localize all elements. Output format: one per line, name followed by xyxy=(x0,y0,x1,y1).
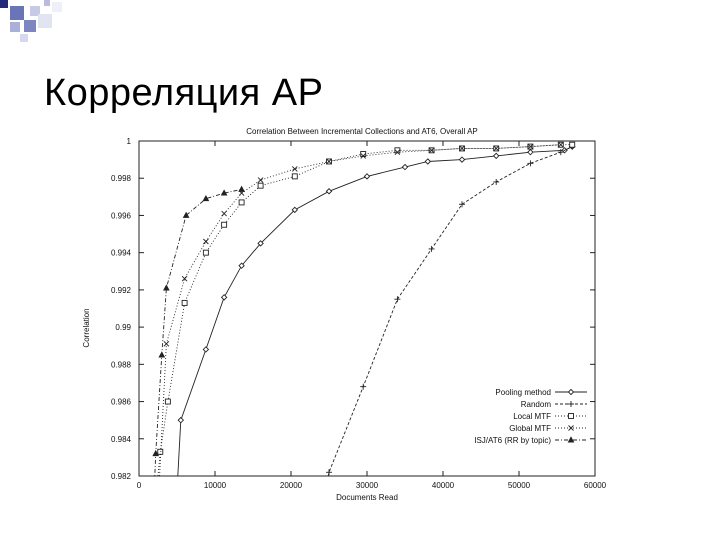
data-point xyxy=(222,222,227,227)
data-point xyxy=(528,150,533,155)
legend-label: ISJ/AT6 (RR by topic) xyxy=(474,436,551,445)
square-marker xyxy=(182,300,187,305)
deco-square xyxy=(20,34,28,42)
square-marker xyxy=(165,399,170,404)
data-point xyxy=(222,211,227,216)
data-point xyxy=(164,285,169,290)
data-point xyxy=(360,384,366,390)
data-point xyxy=(222,295,227,300)
square-marker xyxy=(292,174,297,179)
y-tick-label: 0.992 xyxy=(110,285,131,295)
data-point xyxy=(239,200,244,205)
diamond-marker xyxy=(178,418,183,423)
series-line xyxy=(154,189,241,491)
x-tick-label: 40000 xyxy=(431,481,455,490)
diamond-marker xyxy=(494,153,499,158)
y-tick-label: 0.982 xyxy=(110,472,131,481)
x-tick-label: 10000 xyxy=(203,481,227,490)
data-point xyxy=(158,449,163,454)
data-point xyxy=(425,159,430,164)
data-point xyxy=(326,189,331,194)
data-point xyxy=(364,174,369,179)
diamond-marker xyxy=(528,150,533,155)
data-point xyxy=(394,296,400,302)
data-point xyxy=(258,178,263,183)
data-point xyxy=(568,437,573,442)
x-tick-label: 0 xyxy=(136,481,142,490)
deco-square xyxy=(0,0,8,8)
data-point xyxy=(182,300,187,305)
x-tick-label: 50000 xyxy=(507,481,531,490)
slide-decoration xyxy=(0,0,720,48)
y-tick-label: 1 xyxy=(126,137,131,146)
deco-square xyxy=(10,6,24,20)
diamond-marker xyxy=(425,159,430,164)
data-point xyxy=(182,276,187,281)
data-point xyxy=(159,352,164,357)
data-point xyxy=(326,469,332,475)
deco-square xyxy=(10,22,20,32)
legend-label: Pooling method xyxy=(495,388,551,397)
legend-label: Local MTF xyxy=(513,412,551,421)
data-point xyxy=(239,187,244,192)
data-point xyxy=(527,160,533,166)
data-point xyxy=(178,418,183,423)
square-marker xyxy=(239,200,244,205)
data-point xyxy=(402,164,407,169)
x-tick-label: 30000 xyxy=(355,481,379,490)
diamond-marker xyxy=(568,389,573,394)
data-point xyxy=(258,183,263,188)
diamond-marker xyxy=(364,174,369,179)
data-point xyxy=(494,153,499,158)
square-marker xyxy=(203,250,208,255)
y-tick-label: 0.99 xyxy=(115,323,131,333)
square-marker xyxy=(569,414,574,419)
data-point xyxy=(568,389,573,394)
data-point xyxy=(292,174,297,179)
data-point xyxy=(459,201,465,207)
data-point xyxy=(164,341,169,346)
data-point xyxy=(203,239,208,244)
diamond-marker xyxy=(326,189,331,194)
diamond-marker xyxy=(222,295,227,300)
data-point xyxy=(493,179,499,185)
y-tick-label: 0.996 xyxy=(110,211,131,221)
deco-square xyxy=(52,2,62,12)
y-tick-label: 0.998 xyxy=(110,174,131,184)
series-5 xyxy=(153,187,244,491)
legend-item xyxy=(509,424,587,433)
triangle-marker xyxy=(159,352,164,357)
deco-square xyxy=(38,14,52,28)
data-point xyxy=(203,250,208,255)
deco-square xyxy=(44,0,50,6)
data-point xyxy=(569,426,574,431)
legend-item xyxy=(513,412,587,421)
triangle-marker xyxy=(239,187,244,192)
data-point xyxy=(570,142,575,147)
slide-title: Корреляция AP xyxy=(44,72,324,114)
legend-item xyxy=(521,400,587,409)
y-tick-label: 0.986 xyxy=(110,397,131,407)
diamond-marker xyxy=(203,347,208,352)
data-point xyxy=(429,246,435,252)
data-point xyxy=(568,401,574,407)
chart-title: Correlation Between Incremental Collections and AT6, Overall AP xyxy=(246,127,478,136)
legend xyxy=(474,388,587,445)
y-tick-label: 0.994 xyxy=(110,248,131,258)
square-marker xyxy=(570,142,575,147)
square-marker xyxy=(158,449,163,454)
y-axis-label: Correlation xyxy=(82,308,91,348)
legend-item xyxy=(474,436,587,445)
legend-label: Random xyxy=(520,400,551,409)
y-tick-label: 0.988 xyxy=(110,360,131,370)
triangle-marker xyxy=(568,437,573,442)
y-tick-label: 0.984 xyxy=(110,434,131,444)
legend-label: Global MTF xyxy=(509,424,551,433)
correlation-chart xyxy=(80,118,620,510)
x-tick-label: 60000 xyxy=(583,481,607,490)
deco-square xyxy=(24,20,36,32)
data-point xyxy=(165,399,170,404)
data-point xyxy=(569,414,574,419)
legend-item xyxy=(495,388,587,397)
data-point xyxy=(203,347,208,352)
square-marker xyxy=(222,222,227,227)
square-marker xyxy=(258,183,263,188)
x-tick-label: 20000 xyxy=(279,481,303,490)
x-axis-label: Documents Read xyxy=(336,493,398,502)
data-point xyxy=(459,157,464,162)
diamond-marker xyxy=(402,164,407,169)
diamond-marker xyxy=(459,157,464,162)
triangle-marker xyxy=(164,285,169,290)
